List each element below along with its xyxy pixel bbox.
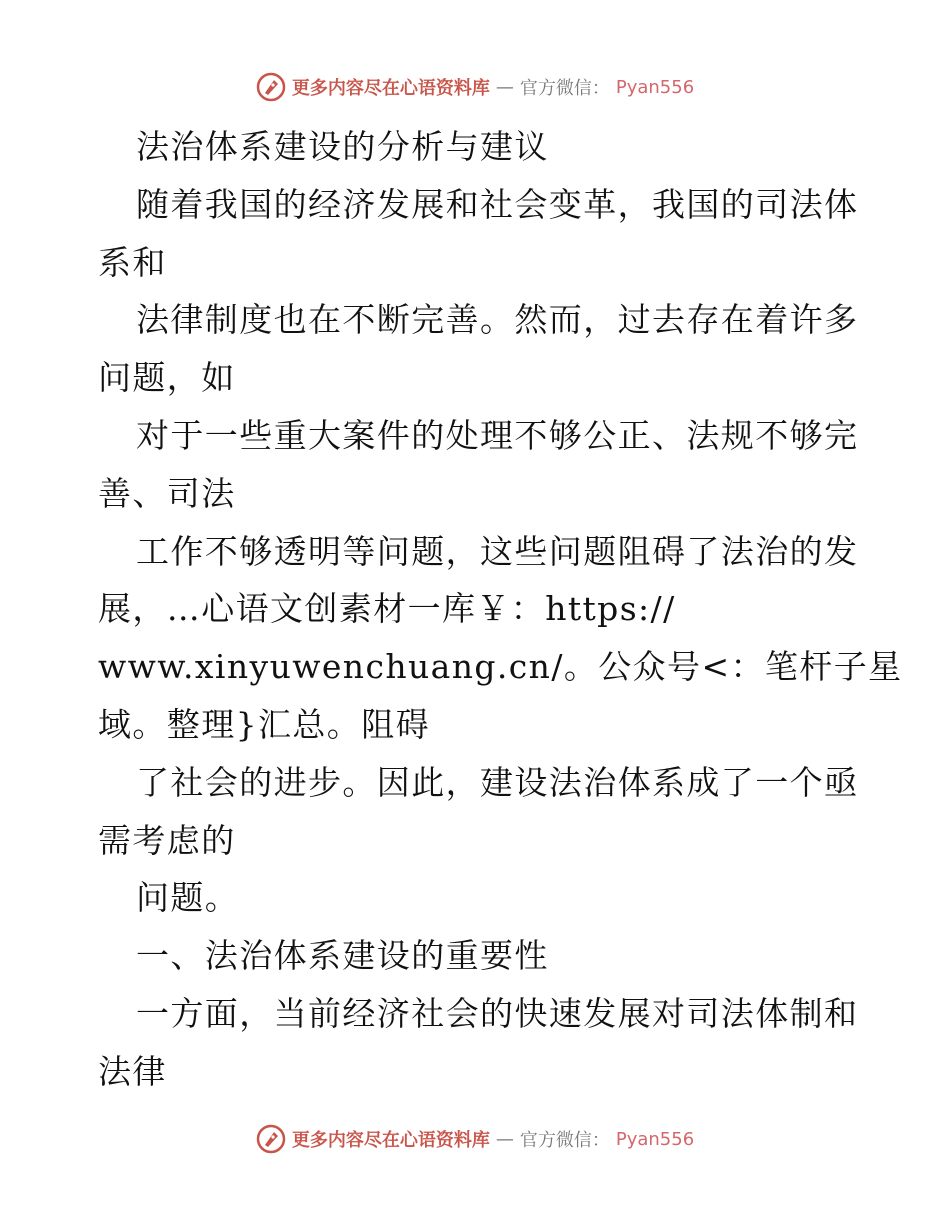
document-body <box>98 118 903 1101</box>
text-line: 善、司法 <box>98 473 236 513</box>
text-line: 展，…心语文创素材一库￥：https:// <box>98 589 676 629</box>
text-line: 工作不够透明等问题，这些问题阻碍了法治的发 <box>136 531 859 571</box>
text-line: 问题。 <box>136 878 240 918</box>
text-line: 对于一些重大案件的处理不够公正、法规不够完 <box>136 415 859 455</box>
watermark-wechat-id: Pyan556 <box>615 1128 695 1150</box>
watermark-dash: — <box>495 76 514 98</box>
text-line: 域。整理}汇总。阻碍 <box>98 704 430 744</box>
pen-nib-logo-icon <box>256 72 286 102</box>
watermark-dash: — <box>495 1128 514 1150</box>
watermark-main-text: 更多内容尽在心语资料库 <box>291 1130 490 1151</box>
text-line: 随着我国的经济发展和社会变革，我国的司法体 <box>136 184 859 224</box>
text-line: 法律制度也在不断完善。然而，过去存在着许多 <box>136 300 859 340</box>
text-line: 一方面，当前经济社会的快速发展对司法体制和 <box>136 993 859 1033</box>
footer-watermark <box>0 1124 950 1154</box>
text-line: 系和 <box>98 242 167 282</box>
text-line: 需考虑的 <box>98 820 236 860</box>
text-line: 了社会的进步。因此，建设法治体系成了一个亟 <box>136 762 859 802</box>
text-line: 法治体系建设的分析与建议 <box>136 127 549 166</box>
watermark-wechat-id: Pyan556 <box>615 76 695 98</box>
watermark-main-text: 更多内容尽在心语资料库 <box>291 78 490 99</box>
text-line: www.xinyuwenchuang.cn/。公众号<：笔杆子星 <box>98 647 903 687</box>
text-line: 问题，如 <box>98 358 236 398</box>
text-line: 一、法治体系建设的重要性 <box>136 936 549 976</box>
watermark-official-label: 官方微信： <box>519 78 610 99</box>
watermark-official-label: 官方微信： <box>519 1130 610 1151</box>
header-watermark <box>0 72 950 102</box>
pen-nib-logo-icon <box>256 1124 286 1154</box>
text-line: 法律 <box>98 1051 167 1091</box>
